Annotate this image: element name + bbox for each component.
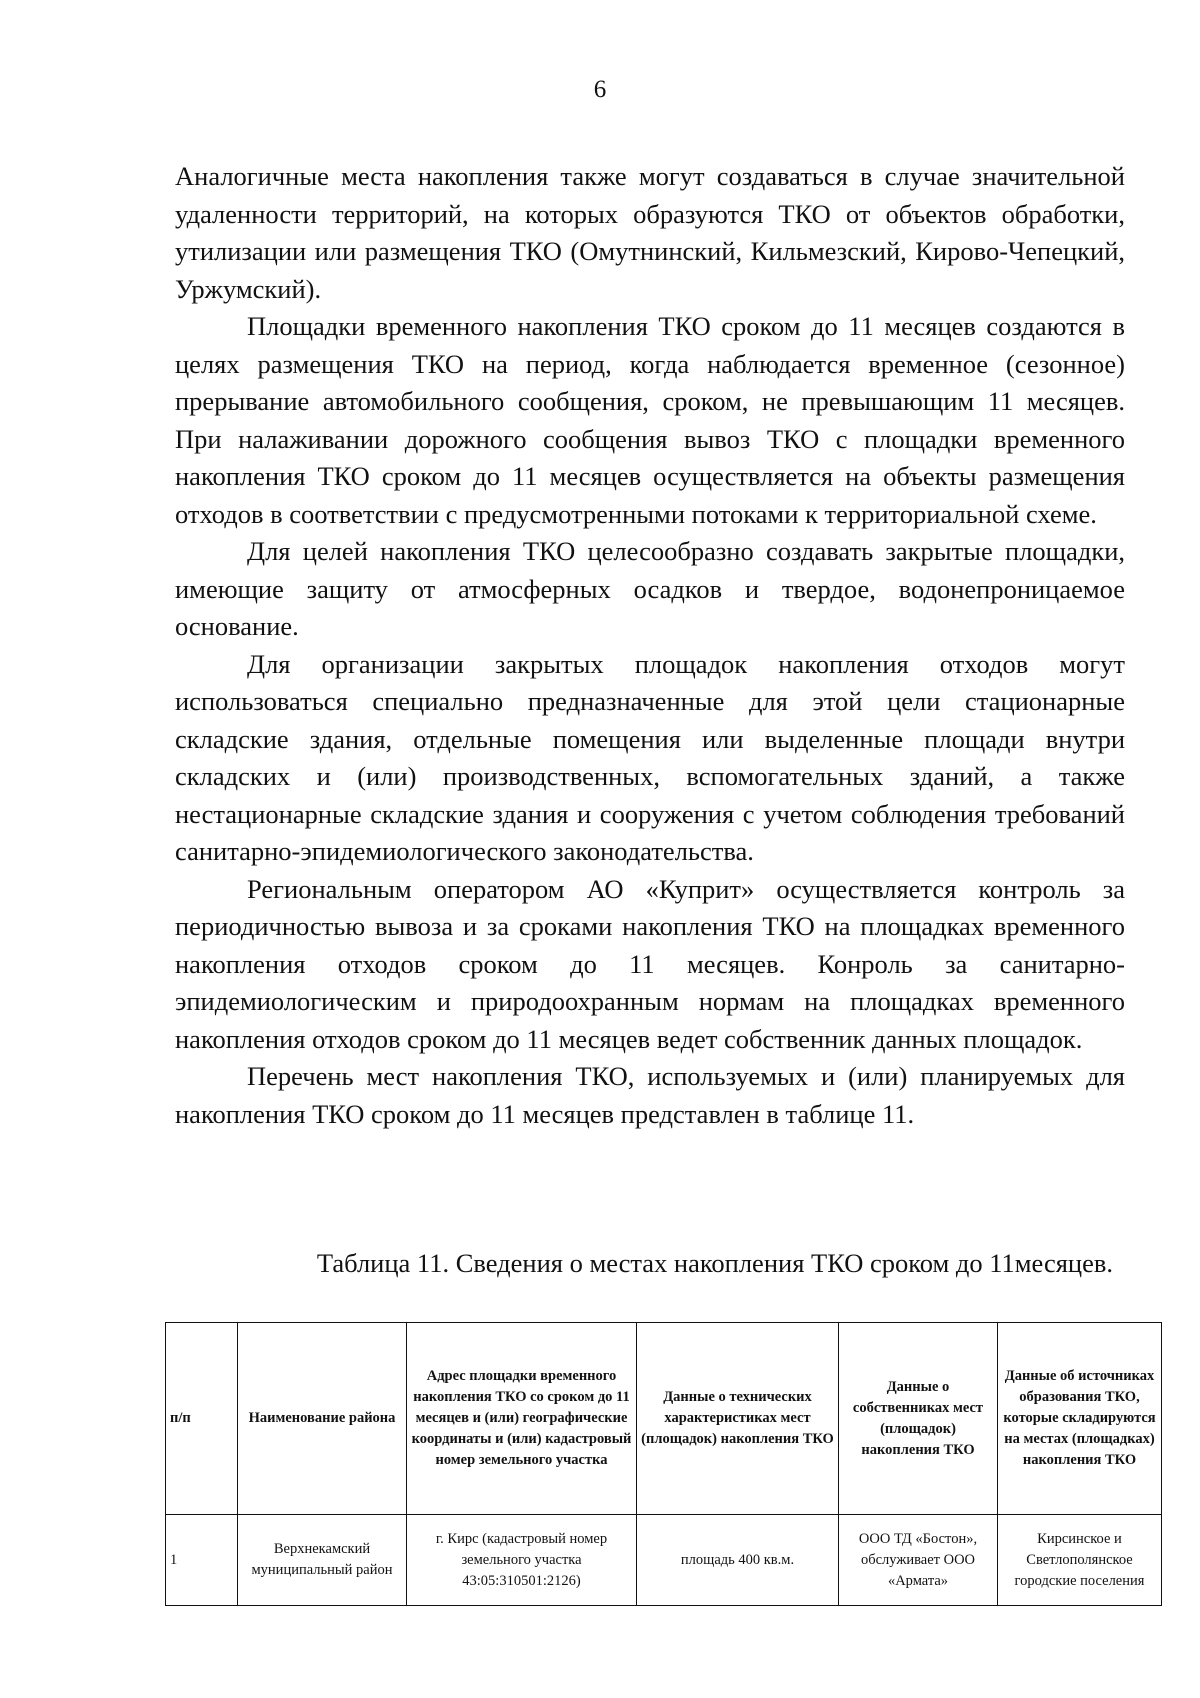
header-technical-data: Данные о технических характеристиках мест (площадок) накопления ТКО [637,1323,839,1515]
header-number: п/п [166,1323,238,1515]
header-owner-data: Данные о собственниках мест (площадок) накопления ТКО [839,1323,998,1515]
cell-technical-data: площадь 400 кв.м. [637,1515,839,1606]
page-number: 6 [593,76,607,103]
table-header-row [166,1323,1162,1515]
header-source-data: Данные об источниках образования ТКО, которые складируются на местах (площадках) накопления ТКО [998,1323,1162,1515]
table-caption: Таблица 11. Сведения о местах накопления ТКО сроком до 11месяцев. [316,1248,1113,1278]
paragraph-2: Площадки временного накопления ТКО сроком до 11 месяцев создаются в целях размещения ТКО на период, когда наблюдается временное (сезонное) прерывание автомобильного сообщения, сроком, не превышающим 11 месяцев. При налаживании дорожного сообщения вывоз ТКО с площадки временного накопления ТКО сроком до 11 месяцев осуществляется на объекты размещения отходов в соответствии с предусмотренными потоками к территориальной схеме. [175,311,1125,529]
cell-number: 1 [166,1515,238,1606]
paragraph-5: Региональным оператором АО «Куприт» осуществляется контроль за периодичностью вывоза и за сроками накопления ТКО на площадках временного накопления отходов сроком до 11 месяцев. Конроль за санитарно-эпидемиологическим и природоохранным нормам на площадках временного накопления отходов сроком до 11 месяцев ведет собственник данных площадок. [175,873,1125,1054]
header-address: Адрес площадки временного накопления ТКО со сроком до 11 месяцев и (или) географические координаты и (или) кадастровый номер земельного участка [407,1323,637,1515]
header-district: Наименование района [238,1323,407,1515]
cell-owner-data: ООО ТД «Бостон», обслуживает ООО «Армата» [839,1515,998,1606]
paragraph-3: Для целей накопления ТКО целесообразно создавать закрытые площадки, имеющие защиту от атмосферных осадков и твердое, водонепроницаемое основание. [175,536,1125,641]
cell-address: г. Кирс (кадастровый номер земельного участка 43:05:310501:2126) [407,1515,637,1606]
cell-district: Верхнекамский муниципальный район [238,1515,407,1606]
body-text [175,158,1125,1133]
paragraph-6: Перечень мест накопления ТКО, используемых и (или) планируемых для накопления ТКО сроком до 11 месяцев представлен в таблице 11. [175,1061,1125,1129]
tko-table [165,1322,1162,1606]
paragraph-1: Аналогичные места накопления также могут создаваться в случае значительной удаленности территорий, на которых образуются ТКО от объектов обработки, утилизации или размещения ТКО (Омутнинский, Кильмезский, Кирово-Чепецкий, Уржумский). [175,161,1125,304]
cell-source-data: Кирсинское и Светлополянское городские поселения [998,1515,1162,1606]
table-row [166,1515,1162,1606]
paragraph-4: Для организации закрытых площадок накопления отходов могут использоваться специально предназначенные для этой цели стационарные складские здания, отдельные помещения или выделенные площади внутри складских и (или) производственных, вспомогательных зданий, а также нестационарные складские здания и сооружения с учетом соблюдения требований санитарно-эпидемиологического законодательства. [175,648,1125,866]
